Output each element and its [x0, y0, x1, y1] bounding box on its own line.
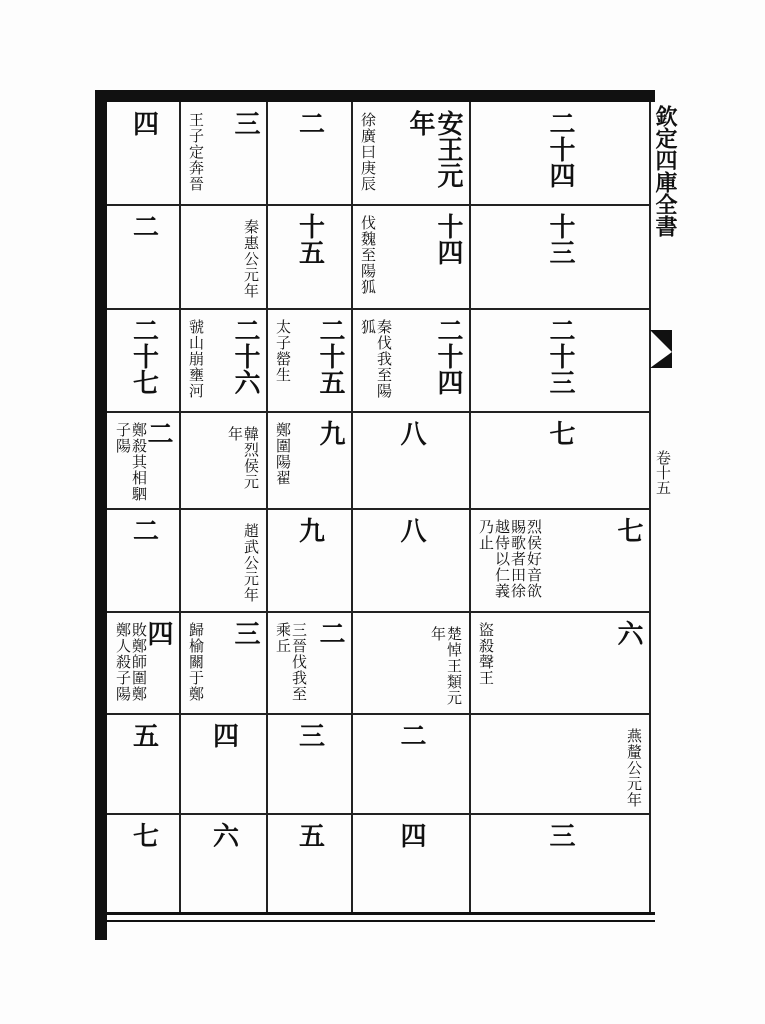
year-number: 十三 [545, 213, 575, 265]
table-cell [470, 205, 650, 309]
frame-bottom-rule-inner [95, 920, 655, 922]
event-note: 太子罃生 [274, 319, 292, 383]
event-note: 伐魏至陽狐 [359, 215, 377, 295]
event-note: 三晉伐我至乘丘 [274, 622, 308, 702]
year-number: 六 [613, 620, 643, 646]
year-number: 二 [128, 517, 159, 543]
year-number: 六 [208, 822, 239, 848]
event-note: 燕釐公元年 [625, 728, 643, 808]
table-cell [107, 102, 180, 205]
table-cell [267, 612, 352, 714]
year-number: 四 [396, 822, 426, 848]
year-number: 二十三 [545, 317, 575, 395]
year-number: 三 [294, 722, 325, 748]
year-number: 七 [545, 420, 575, 446]
frame-top-rule [95, 90, 655, 102]
table-cell [352, 814, 470, 912]
year-number: 七 [613, 517, 643, 543]
year-number: 五 [294, 822, 325, 848]
event-note: 韓烈侯元年 [226, 426, 260, 490]
table-cell [180, 412, 267, 509]
table-cell [352, 205, 470, 309]
table-cell [180, 102, 267, 205]
table-cell [267, 814, 352, 912]
event-note: 秦伐我至陽狐 [359, 319, 393, 399]
event-note: 楚悼王類元年 [429, 626, 463, 706]
year-number: 九 [315, 420, 345, 446]
frame-bottom-rule [95, 912, 655, 915]
table-cell [352, 102, 470, 205]
year-number: 四 [128, 110, 159, 136]
table-cell [107, 612, 180, 714]
table-cell [470, 102, 650, 205]
event-note: 秦惠公元年 [242, 219, 260, 299]
year-number: 安王元年 [405, 110, 463, 188]
frame-left-rule [95, 90, 107, 940]
event-note: 徐廣曰庚辰 [359, 112, 377, 192]
year-number: 三 [230, 110, 260, 136]
table-cell [352, 714, 470, 814]
table-cell [352, 612, 470, 714]
table-cell [180, 309, 267, 412]
year-number: 二十四 [433, 317, 463, 395]
year-number: 二 [294, 110, 325, 136]
table-cell [107, 205, 180, 309]
margin-volume-label: 卷十五 [654, 450, 672, 495]
table-cell [180, 509, 267, 612]
table-cell [352, 509, 470, 612]
margin-book-title: 欽定四庫全書 [652, 105, 678, 237]
table-cell [180, 205, 267, 309]
table-cell [180, 612, 267, 714]
table-cell [267, 412, 352, 509]
year-number: 二 [396, 722, 426, 748]
year-number: 二 [143, 420, 173, 446]
table-cell [267, 102, 352, 205]
event-note: 虢山崩壅河 [187, 319, 205, 399]
table-cell [470, 509, 650, 612]
table-cell [180, 714, 267, 814]
year-number: 八 [396, 517, 426, 543]
year-number: 九 [294, 517, 325, 543]
year-number: 七 [128, 822, 159, 848]
fish-tail-mark-icon [650, 330, 672, 352]
year-number: 三 [545, 822, 575, 848]
event-note: 王子定奔晉 [187, 112, 205, 192]
table-cell [470, 612, 650, 714]
year-number: 五 [128, 722, 159, 748]
table-cell [267, 509, 352, 612]
year-number: 二 [315, 620, 345, 646]
year-number: 四 [208, 722, 239, 748]
chronology-table [107, 102, 650, 912]
table-cell [470, 714, 650, 814]
year-number: 十五 [294, 213, 325, 265]
table-cell [267, 714, 352, 814]
year-number: 二十五 [315, 317, 345, 395]
fish-tail-mark-lower-icon [650, 352, 672, 368]
year-number: 四 [143, 620, 173, 646]
year-number: 二十七 [128, 317, 159, 395]
table-cell [107, 309, 180, 412]
year-number: 二十四 [545, 110, 575, 188]
year-number: 三 [230, 620, 260, 646]
table-cell [267, 309, 352, 412]
table-cell [180, 814, 267, 912]
year-number: 二 [128, 213, 159, 239]
table-cell [107, 714, 180, 814]
event-note: 盜殺聲王 [477, 622, 495, 686]
year-number: 二十六 [230, 317, 260, 395]
table-cell [470, 814, 650, 912]
event-note: 烈侯好音欲賜歌者田徐越侍以仁義乃止 [477, 519, 543, 599]
event-note: 敗鄭師圍鄭鄭人殺子陽 [114, 622, 148, 702]
year-number: 八 [396, 420, 426, 446]
table-cell [352, 309, 470, 412]
event-note: 歸榆關于鄭 [187, 622, 205, 702]
table-cell [352, 412, 470, 509]
event-note: 鄭殺其相駟子陽 [114, 422, 148, 502]
table-cell [470, 412, 650, 509]
table-cell [267, 205, 352, 309]
event-note: 趙武公元年 [242, 523, 260, 603]
table-cell [107, 412, 180, 509]
year-number: 十四 [433, 213, 463, 265]
event-note: 鄭圍陽翟 [274, 422, 292, 486]
table-cell [470, 309, 650, 412]
table-cell [107, 814, 180, 912]
table-cell [107, 509, 180, 612]
